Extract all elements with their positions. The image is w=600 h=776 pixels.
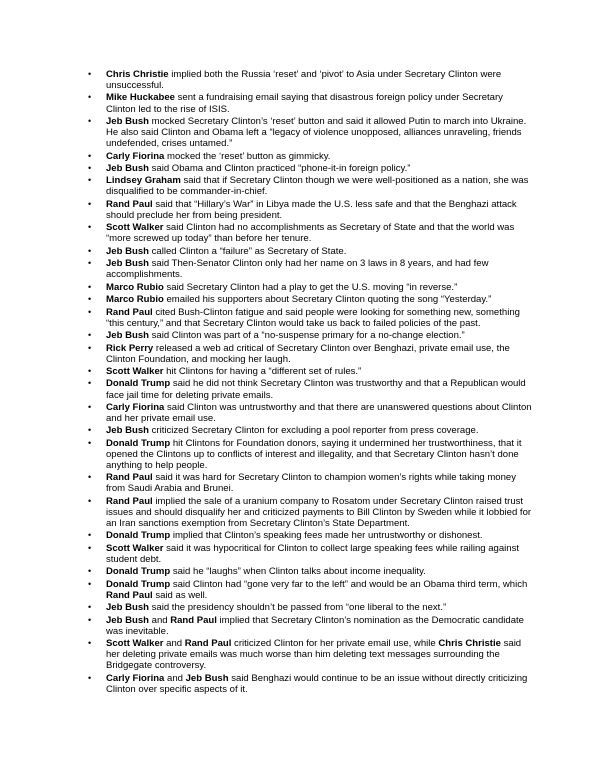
list-item [88, 543, 534, 565]
bullet-text [106, 366, 361, 377]
bullet-text [106, 438, 521, 471]
candidate-name: Donald Trump [106, 530, 171, 542]
statement-text: said he “laughs” when Clinton talks about income inequality. [170, 566, 426, 578]
bullet-text [106, 566, 426, 577]
statement-text: said Clinton was part of a “no-suspense primary for a no-change election.” [148, 330, 465, 342]
candidate-name: Rand Paul [106, 472, 153, 484]
bullet-icon: • [88, 401, 92, 412]
bullet-text [106, 638, 521, 671]
bullet-icon: • [88, 472, 92, 483]
statement-text: said the presidency shouldn’t be passed from “one liberal to the next.” [148, 602, 447, 614]
list-item [88, 615, 534, 637]
candidate-name: Carly Fiorina [106, 672, 165, 684]
bullet-text [106, 579, 527, 601]
bullet-text [106, 496, 531, 529]
bullet-icon: • [88, 245, 92, 256]
candidate-name: Scott Walker [106, 222, 164, 234]
bullet-icon: • [88, 162, 92, 173]
candidate-name: Jeb Bush [106, 425, 149, 437]
candidate-name: Donald Trump [106, 578, 171, 590]
candidate-name: Scott Walker [106, 542, 164, 554]
list-item [88, 602, 534, 613]
statement-text: mocked the ‘reset’ button as gimmicky. [164, 150, 331, 162]
candidate-name: Donald Trump [106, 566, 171, 578]
statement-text: sent a fundraising email saying that disastrous foreign policy under Secretary Clinton led to the rise of ISIS. [106, 92, 503, 115]
list-item [88, 92, 534, 114]
bullet-icon: • [88, 198, 92, 209]
bullet-icon: • [88, 672, 92, 683]
statement-text: said it was hypocritical for Clinton to collect large speaking fees while railing against student debt. [106, 542, 520, 565]
bullet-text [106, 116, 526, 149]
statement-text: said Clinton had no accomplishments as Secretary of State and that the world was “more screwed up today” than before her tenure. [106, 222, 515, 245]
statement-text: said Benghazi would continue to be an issue without directly criticizing Clinton over specific aspects of it. [106, 672, 528, 695]
statement-text: said her deleting private emails was much worse than him deleting text messages surrounding the Bridgegate controversy. [106, 638, 522, 672]
list-item [88, 673, 534, 695]
candidate-name: Rand Paul [106, 589, 153, 601]
list-item [88, 496, 534, 529]
bullet-text [106, 294, 491, 305]
bullet-icon: • [88, 378, 92, 389]
candidate-name: Lindsey Graham [106, 175, 181, 187]
bullet-icon: • [88, 115, 92, 126]
bullet-text [106, 615, 524, 637]
bullet-icon: • [88, 294, 92, 305]
list-item [88, 438, 534, 471]
candidate-name: Jeb Bush [106, 602, 149, 614]
list-item [88, 472, 534, 494]
bullet-text [106, 425, 479, 436]
statement-text: criticized Secretary Clinton for excluding a pool reporter from press coverage. [148, 425, 479, 437]
bullet-icon: • [88, 175, 92, 186]
candidate-name: Rick Perry [106, 342, 154, 354]
bullet-text [106, 472, 516, 494]
bullet-text [106, 175, 528, 197]
list-item [88, 343, 534, 365]
list-item [88, 294, 534, 305]
statement-text: said Then-Senator Clinton only had her name on 3 laws in 8 years, and had few accomplishments. [106, 258, 489, 281]
statement-text: implied both the Russia ‘reset’ and ‘pivot’ to Asia under Secretary Clinton were unsuccessful. [106, 69, 502, 92]
candidate-name: Scott Walker [106, 638, 164, 650]
bullet-icon: • [88, 258, 92, 269]
candidate-name: Jeb Bush [106, 245, 149, 257]
list-item [88, 246, 534, 257]
bullet-text [106, 282, 457, 293]
list-item [88, 163, 534, 174]
candidate-name: Carly Fiorina [106, 401, 165, 413]
candidate-name: Rand Paul [106, 306, 153, 318]
bullet-icon: • [88, 222, 92, 233]
statement-text: said Clinton was untrustworthy and that there are unanswered questions about Clinton and her private email use. [106, 401, 532, 424]
bullet-icon: • [88, 306, 92, 317]
bullet-icon: • [88, 530, 92, 541]
bullet-text [106, 673, 527, 695]
bullet-text [106, 602, 446, 613]
bullet-icon: • [88, 602, 92, 613]
candidate-name: Donald Trump [106, 437, 171, 449]
bullet-icon: • [88, 92, 92, 103]
candidate-name: Chris Christie [106, 69, 169, 80]
candidate-name: Jeb Bush [185, 672, 229, 684]
statement-text: implied that Clinton’s speaking fees made her untrustworthy or dishonest. [170, 530, 483, 542]
list-item [88, 199, 534, 221]
bullet-text [106, 151, 330, 162]
bullet-icon: • [88, 150, 92, 161]
bullet-text [106, 258, 488, 280]
statement-text: implied the sale of a uranium company to Rosatom under Secretary Clinton raised trust issues and should disqualify her and criticized payments to Bill Clinton by Sweden while it lobbied for an Iran sanctions exemption from Secretary Clinton’s State Department. [106, 495, 532, 529]
bullet-text [106, 92, 503, 114]
candidate-name: Carly Fiorina [106, 150, 165, 162]
bullet-text [106, 330, 465, 341]
statement-text: hit Clintons for having a “different set of rules.” [163, 366, 362, 378]
statement-text: criticized Clinton for her private email use, while [231, 638, 439, 650]
candidate-name: Jeb Bush [106, 115, 149, 127]
list-item [88, 175, 534, 197]
candidate-name: Rand Paul [106, 495, 153, 507]
candidate-name: Rand Paul [184, 638, 232, 650]
statement-text: said that if Secretary Clinton though we were well-positioned as a nation, she was disqualified to be commander-in-chief. [106, 175, 529, 198]
bullet-icon: • [88, 69, 92, 79]
list-item [88, 282, 534, 293]
bullet-icon: • [88, 330, 92, 341]
bullet-icon: • [88, 281, 92, 292]
list-item [88, 69, 534, 91]
bullet-text [106, 222, 514, 244]
bullet-icon: • [88, 366, 92, 377]
statement-text: said it was hard for Secretary Clinton to champion women’s rights while taking money from Saudi Arabia and Brunei. [106, 472, 516, 495]
list-item [88, 638, 534, 671]
bullet-text [106, 343, 510, 365]
statement-text: and [164, 672, 186, 684]
statement-text: cited Bush-Clinton fatigue and said people were looking for something new, something “this century,” and that Secretary Clinton would take us back to failed policies of the past. [106, 306, 520, 329]
statement-text: said Obama and Clinton practiced “phone-it-in foreign policy.” [148, 162, 411, 174]
candidate-name: Jeb Bush [106, 258, 149, 270]
statement-text: implied that Secretary Clinton’s nomination as the Democratic candidate was inevitable. [106, 614, 524, 637]
bullet-list [88, 69, 534, 696]
candidate-name: Scott Walker [106, 366, 164, 378]
list-item [88, 378, 534, 400]
candidate-name: Jeb Bush [106, 330, 149, 342]
candidate-name: Jeb Bush [106, 614, 149, 626]
list-item [88, 258, 534, 280]
statement-text: hit Clintons for Foundation donors, saying it undermined her trustworthiness, that it opened the Clintons up to conflicts of interest and illegality, and that Secretary Clinton hasn’t done anything to help people. [106, 437, 522, 471]
candidate-name: Marco Rubio [106, 294, 164, 306]
candidate-name: Marco Rubio [106, 281, 164, 293]
bullet-icon: • [88, 578, 92, 589]
bullet-text [106, 246, 346, 257]
bullet-text [106, 199, 517, 221]
statement-text: mocked Secretary Clinton’s ‘reset’ button and said it allowed Putin to march into Ukraine. He also said Clinton and Obama left a “legacy of violence unopposed, alliances unraveling, friends undefended, crises untamed.” [106, 115, 527, 150]
bullet-text [106, 307, 520, 329]
candidate-name: Mike Huckabee [106, 92, 175, 104]
statement-text: emailed his supporters about Secretary Clinton quoting the song “Yesterday.” [163, 294, 492, 306]
bullet-text [106, 543, 519, 565]
bullet-icon: • [88, 342, 92, 353]
list-item [88, 402, 534, 424]
statement-text: and [163, 638, 185, 650]
bullet-text [106, 69, 501, 91]
candidate-name: Donald Trump [106, 378, 171, 390]
list-item [88, 579, 534, 601]
statement-text: said as well. [152, 589, 208, 601]
bullet-icon: • [88, 614, 92, 625]
list-item [88, 330, 534, 341]
list-item [88, 151, 534, 162]
list-item [88, 425, 534, 436]
bullet-icon: • [88, 425, 92, 436]
list-item [88, 222, 534, 244]
bullet-text [106, 402, 532, 424]
list-item [88, 307, 534, 329]
bullet-text [106, 378, 526, 400]
bullet-icon: • [88, 495, 92, 506]
statement-text: called Clinton a “failure” as Secretary of State. [148, 245, 347, 257]
list-item [88, 366, 534, 377]
list-item [88, 530, 534, 541]
bullet-text [106, 163, 410, 174]
bullet-icon: • [88, 638, 92, 649]
bullet-icon: • [88, 566, 92, 577]
candidate-name: Jeb Bush [106, 162, 149, 174]
list-item [88, 566, 534, 577]
statement-text: said that “Hillary’s War” in Libya made the U.S. less safe and that the Benghazi attack should preclude her from being president. [106, 198, 517, 221]
statement-text: and [148, 614, 171, 626]
statement-text: said Clinton had “gone very far to the left” and would be an Obama third term, which [170, 578, 528, 590]
statement-text: released a web ad critical of Secretary Clinton over Benghazi, private email use, the Clinton Foundation, and mocking her laugh. [106, 342, 510, 365]
list-item [88, 116, 534, 149]
bullet-icon: • [88, 437, 92, 448]
candidate-name: Rand Paul [106, 198, 153, 210]
statement-text: said Secretary Clinton had a play to get the U.S. moving “in reverse.” [163, 281, 458, 293]
bullet-icon: • [88, 542, 92, 553]
candidate-name: Chris Christie [438, 638, 501, 650]
bullet-text [106, 530, 483, 541]
candidate-name: Rand Paul [170, 614, 217, 626]
statement-text: said he did not think Secretary Clinton was trustworthy and that a Republican would face jail time for deleting private emails. [106, 378, 526, 401]
